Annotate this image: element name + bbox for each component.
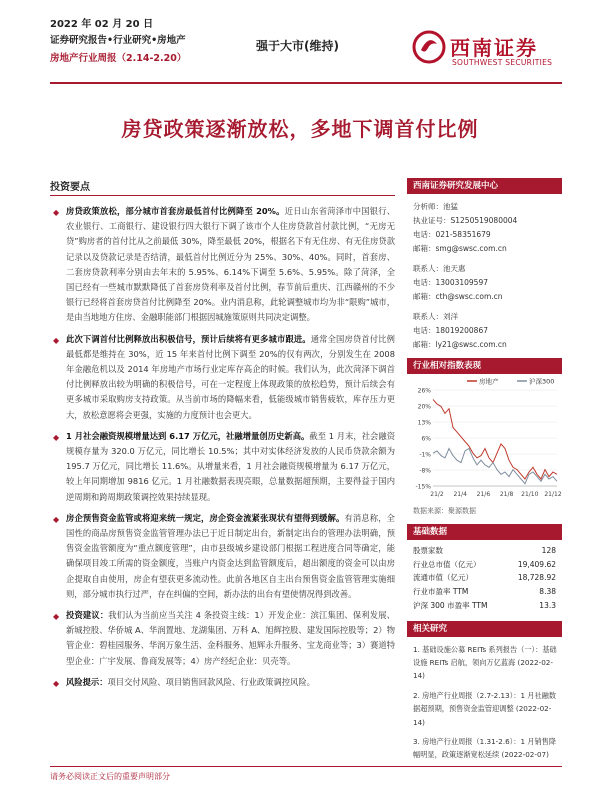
summary-column	[50, 178, 395, 696]
research-center-heading: 西南证券研究发展中心	[407, 178, 562, 194]
basic-data-row	[413, 544, 556, 558]
diamond-bullet-icon: ◆	[53, 612, 60, 622]
basic-data-row	[413, 585, 556, 599]
x-tick-label: 21/2	[430, 491, 444, 498]
summary-block	[50, 511, 395, 602]
basic-data-row	[413, 558, 556, 572]
block-lead: 房企预售资金监管或将迎来统一规定，房企资金流紧张现状有望得到缓解。	[66, 512, 345, 523]
footer-disclaimer[interactable]: 请务必阅读正文后的重要声明部分	[50, 772, 170, 781]
header-divider	[50, 82, 562, 84]
analyst-role-name: 联系人：刘洋	[413, 312, 458, 321]
analyst-role-name: 联系人：池天惠	[413, 264, 466, 273]
basic-data-section	[407, 524, 562, 613]
block-lead: 1 月社会融资规模增量达到 6.17 万亿元，社融增量创历史新高。	[66, 430, 310, 441]
logo-mark-icon	[412, 30, 446, 64]
diamond-bullet-icon: ◆	[53, 678, 60, 688]
analyst-email[interactable]: 邮箱：smg@swsc.com.cn	[413, 244, 507, 253]
diamond-bullet-icon: ◆	[53, 208, 60, 217]
block-text: 通常全国房贷首付比例最低都是维持在 30%，近 15 年来首付比例下调至 20%的仅有两次，分别发生在 2008 年金融危机以及 2014 年房地产市场行业定库存高企的时候。我们认为，此次菏泽下调首付比例释放出较为明确的积极信号，可在一定程度上体现政策的放松趋势，预计后续会有更多城市采取购房支持政策。从当前市场的降幅来看，低能级城市销售疲软，库存压力更大，放松意愿将会更强，实施的力度预计也会更大。	[66, 333, 395, 420]
summary-block	[50, 204, 395, 326]
x-tick-label: 21/10	[521, 491, 539, 498]
report-date: 2022 年 02 月 20 日	[50, 19, 154, 30]
rating: 强于大市(维持)	[256, 39, 339, 53]
index-chart-section	[407, 358, 562, 516]
related-heading: 相关研究	[407, 621, 562, 637]
summary-blocks	[50, 204, 395, 690]
report-header-meta	[50, 17, 186, 67]
basic-data-value: 13.3	[539, 600, 556, 610]
legend-label: 沪深300	[529, 377, 555, 386]
analyst-list	[407, 194, 562, 352]
basic-data-label: 行业总市值（亿元）	[413, 559, 481, 569]
diamond-bullet-icon: ◆	[53, 514, 60, 524]
summary-block	[50, 429, 395, 505]
footer-divider	[50, 766, 562, 767]
basic-data-table	[407, 540, 562, 613]
x-tick-label: 21/8	[499, 491, 514, 498]
analyst-role-name: 分析师：池猛	[413, 202, 458, 211]
y-tick-label: 13%	[417, 419, 431, 427]
diamond-bullet-icon: ◆	[53, 432, 60, 442]
diamond-bullet-icon: ◆	[53, 335, 60, 345]
analyst-phone: 电话：18019200867	[413, 326, 488, 335]
relative-index-chart	[407, 374, 562, 504]
block-lead: 投资建议：	[66, 610, 109, 621]
analyst-phone: 电话：13003109597	[413, 278, 488, 287]
basic-data-value: 8.38	[539, 587, 556, 597]
summary-block	[50, 608, 395, 669]
related-report-link[interactable]: 3. 房地产行业周报（1.31-2.6）：1 月销售降幅明显，政策逐渐宽松延续 (2022-02-07)	[413, 736, 557, 760]
analyst-id: 执业证号：S1250519080004	[413, 216, 518, 225]
logo-text-en: SOUTHWEST SECURITIES	[452, 58, 553, 67]
basic-data-row	[413, 571, 556, 585]
x-tick-label: 21/4	[453, 491, 467, 498]
y-tick-label: 26%	[417, 387, 431, 395]
block-text: 我们认为当前应当关注 4 条投资主线：1）开发企业：滨江集团、保利发展、新城控股、华侨城 A、华润置地、龙湖集团、万科 A、旭辉控股、建发国际控股等；2）物管企业：碧桂园服务、华润万象生活、金科服务、旭辉永升服务、宝龙商业等；3）赛道特型企业：广宇发展、鲁商发展等；4）房产经纪企业：贝壳等。	[66, 610, 395, 666]
legend-label: 房地产	[479, 377, 499, 386]
y-tick-label: 6%	[421, 435, 431, 443]
basic-data-label: 流通市值（亿元）	[413, 573, 473, 583]
block-text: 项目交付风险、项目销售回款风险、行业政策调控风险。	[107, 676, 315, 687]
y-tick-label: -15%	[415, 483, 431, 491]
analyst-email[interactable]: 邮箱：ly21@swsc.com.cn	[413, 340, 507, 349]
weekly-title: 房地产行业周报（2.14-2.20）	[50, 53, 187, 64]
related-section	[407, 621, 562, 762]
report-title: 房贷政策逐渐放松，多地下调首付比例	[121, 117, 479, 141]
block-text: 近日山东省菏泽市中国银行、农业银行、工商银行、建设银行四大银行下调了该市个人住房贷款首付款比例，“无房无贷”购房者的首付比从之前最低 30%，降至最低 20%，根据名下有无住房、有无住房贷款记录以及贷款记录是否结清，最低首付比例近分为 25%、30%、40%。同时，首套房、二套房贷款利率分别由去年末的 5.95%、6.14%下调至 5.6%、5.95%。除了菏泽，全国已经有一些城市默默降低了首套房贷利率及首付比例，春节前后重庆、江西赣州的不少银行已经将首套房贷首付比例降至 20%。业内消息称，此轮调整城市均为非“限购”城市，是由当地地方住房、金融职能部门根据因城施策原则共同决定调整。	[66, 206, 395, 323]
x-tick-label: 21/6	[476, 491, 491, 498]
y-tick-label: 20%	[417, 403, 431, 411]
basic-data-value: 128	[541, 546, 556, 555]
block-lead: 此次下调首付比例释放出积极信号，预计后续将有更多城市跟进。	[66, 333, 311, 344]
y-tick-label: -8%	[419, 467, 431, 475]
basic-data-heading: 基础数据	[407, 524, 562, 540]
y-tick-label: -1%	[419, 451, 431, 459]
basic-data-row	[413, 599, 556, 613]
chart-heading: 行业相对指数表现	[407, 358, 562, 374]
block-text: 有消息称，全国性的商品房预售资金监管管理办法已于近日制定出台，新制定出台的管理办法明确，预售资金监管额度为“重点额度管理”，由市县级城乡建设部门根据工程进度合同等确定，能确保项目竣工所需的资金额度，当账户内资金达到监管额度后，超出额度的资金可以由房企提取自由使用，房企有望获更多流动性。此前各地区自主出台预售资金监管管理实施细则，部分城市执行过严，存在纠偏的空间，新办法的出台有望使情况得到改善。	[66, 512, 395, 599]
basic-data-label: 沪深 300 市盈率 TTM	[413, 600, 488, 610]
basic-data-label: 股票家数	[413, 546, 443, 555]
report-type: 证券研究报告•行业研究•房地产	[50, 35, 186, 46]
block-lead: 风险提示：	[66, 676, 108, 687]
sidebar-column	[407, 178, 562, 768]
basic-data-value: 19,409.62	[517, 559, 556, 569]
related-report-link[interactable]: 2. 房地产行业周报（2.7-2.13）：1 月社融数据超预期，预售资金监管迎调整 (2022-02-14)	[413, 690, 557, 727]
summary-block	[50, 675, 395, 690]
basic-data-label: 行业市盈率 TTM	[413, 587, 469, 597]
logo-text-cn: 西南证券	[450, 36, 538, 60]
chart-svg	[407, 374, 562, 504]
chart-source: 数据来源：聚源数据	[413, 507, 476, 515]
related-report-link[interactable]: 1. 基础设施公募 REITs 系列报告（一）：基础设施 REITs 启航，领向万亿蓝海 (2022-02-14)	[413, 644, 557, 681]
x-tick-label: 21/12	[544, 491, 562, 498]
related-list	[407, 637, 562, 762]
block-text: 截至 1 月末，社会融资规模存量为 320.0 万亿元，同比增长 10.5%；其中对实体经济发放的人民币贷款余额为 195.7 万亿元，同比增长 11.6%。从增量来看，1 月社会融资规模增量为 6.17 万亿元，较上年同期增加 9816 亿元。1 月社融数据表现亮眼，总量数据超预期，主要得益于国内逆周期和跨周期政策调控效果持续显现。	[66, 430, 395, 502]
summary-block	[50, 332, 395, 423]
company-logo	[412, 30, 562, 74]
basic-data-value: 18,728.92	[517, 573, 556, 583]
analyst-phone: 电话：021-58351679	[413, 230, 491, 239]
block-lead: 房贷政策放松，部分城市首套房最低首付比例降至 20%。	[66, 206, 285, 216]
summary-heading: 投资要点	[50, 178, 395, 196]
analyst-email[interactable]: 邮箱：cth@swsc.com.cn	[413, 292, 503, 301]
